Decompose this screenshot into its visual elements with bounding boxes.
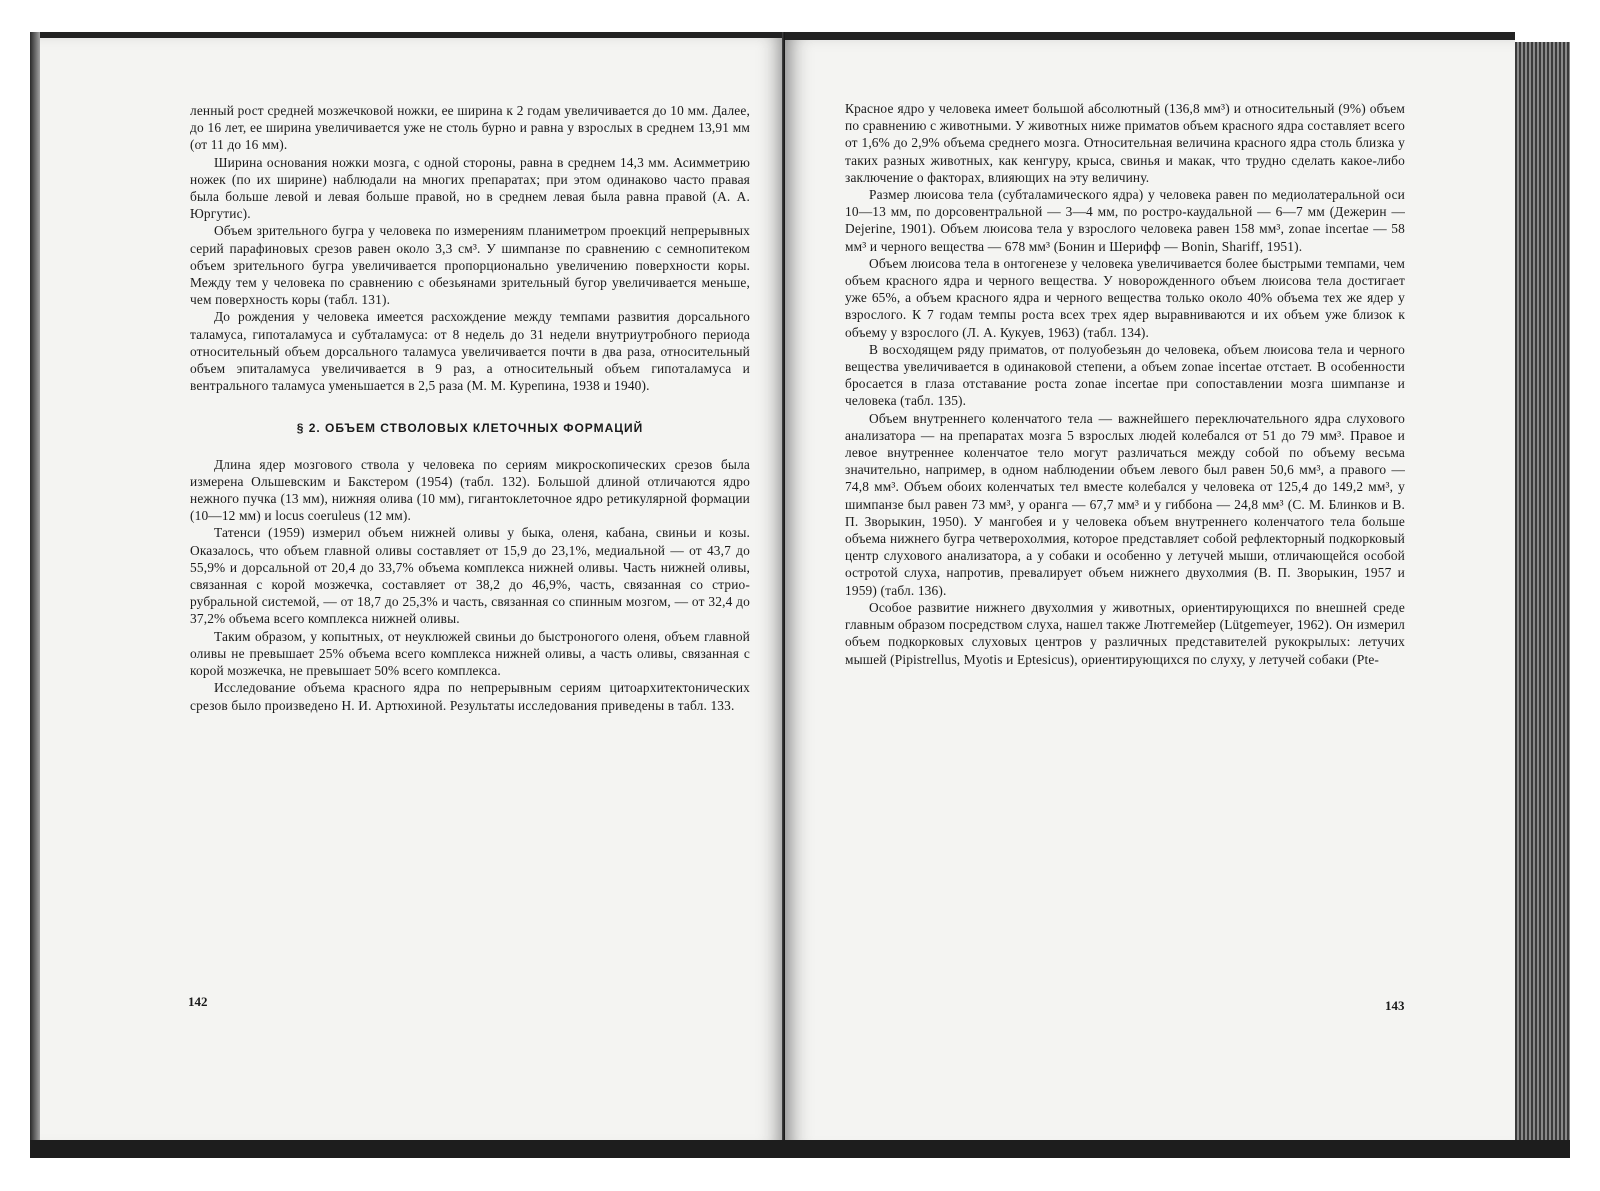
page-number: 142 <box>188 994 208 1009</box>
paragraph: В восходящем ряду приматов, от полуобезьян до человека, объем люисова тела и черного вещества увеличивается в одинаковой степени, а объем zonae incertae отстает. В особенности бросается в глаза отставание роста zonae incertae при сопоставлении мозга шимпанзе и человека (табл. 135). <box>845 341 1405 409</box>
paragraph: Исследование объема красного ядра по непрерывным сериям цитоархитектонических срезов было произведено Н. И. Артюхиной. Результаты исследования приведены в табл. 133. <box>190 680 750 713</box>
right-page-text <box>845 100 1405 668</box>
section-heading: § 2. ОБЪЕМ СТВОЛОВЫХ КЛЕТОЧНЫХ ФОРМАЦИЙ <box>296 421 644 436</box>
paragraph: ленный рост средней мозжечковой ножки, ее ширина к 2 годам увеличивается до 10 мм. Далее, до 16 лет, ее ширина увеличивается уже не столь бурно и равна у взрослых в среднем 13,91 мм (от 11 до 16 мм). <box>190 103 750 153</box>
right-page <box>785 32 1515 1148</box>
paragraph: Ширина основания ножки мозга, с одной стороны, равна в среднем 14,3 мм. Асимметрию ножек (по их ширине) наблюдали на многих препаратах; при этом одинаково часто правая была больше левой и левая больше правой, но в среднем левая была равна правой (А. А. Юргутис). <box>190 154 750 222</box>
paragraph: До рождения у человека имеется расхождение между темпами развития дорсального таламуса, гипоталамуса и субталамуса: от 8 недель до 31 недели внутриутробного периода относительный объем дорсального таламуса увеличивается почти в два раза, относительный объем эпиталамуса увеличивается в 9 раз, а относительный объем гипоталамуса и вентрального таламуса уменьшается в 2,5 раза (М. М. Курепина, 1938 и 1940). <box>190 309 750 394</box>
paragraph: Размер люисова тела (субталамического ядра) у человека равен по медиолатеральной оси 10—13 мм, по дорсовентральной — 3—4 мм, по ростро-каудальной — 6—7 мм (Дежерин — Dejerine, 1901). Объем люисова тела у взрослого человека равен 158 мм³, zonae incertae — 58 мм³ и черного вещества — 678 мм³ (Бонин и Шерифф — Bonin, Shariff, 1951). <box>845 187 1405 254</box>
open-book <box>30 32 1570 1140</box>
paragraph: Объем люисова тела в онтогенезе у человека увеличивается более быстрыми темпами, чем объем красного ядра и черного вещества. У новорожденного объем люисова тела достигает уже 65%, а объем красного ядра и черного вещества только около 40% объема тех же ядер у взрослого. К 7 годам темпы роста всех трех ядер выравниваются и их объем уже близок к объему у взрослого (Л. А. Кукуев, 1963) (табл. 134). <box>845 255 1405 340</box>
paragraph: Красное ядро у человека имеет большой абсолютный (136,8 мм³) и относительный (9%) объем по сравнению с животными. У животных ниже приматов объем красного ядра составляет всего от 1,6% до 2,9% объема среднего мозга. Относительная величина красного ядра столь близка у таких разных животных, как кенгуру, крыса, свинья и макак, что трудно сделать какое-либо заключение о факторах, влияющих на эту величину. <box>845 101 1405 185</box>
paragraph: Объем зрительного бугра у человека по измерениям планиметром проекций непрерывных серий парафиновых срезов равен около 3,3 см³. У шимпанзе по сравнению с семнопитеком объем зрительного бугра увеличивается пропорционально увеличению поверхности коры. Между тем у человека по сравнению с обезьянами зрительный бугор увеличивается меньше, чем поверхность коры (табл. 131). <box>190 223 750 308</box>
left-page <box>40 32 785 1146</box>
page-edges <box>1515 42 1570 1140</box>
paragraph: Таким образом, у копытных, от неуклюжей свиньи до быстроногого оленя, объем главной оливы не превышает 25% объема всего комплекса нижней оливы, а часть оливы, связанная с корой мозжечка, не превышает 50% всего комплекса. <box>190 628 750 679</box>
paragraph: Длина ядер мозгового ствола у человека по сериям микроскопических срезов была измерена Ольшевским и Бакстером (1954) (табл. 132). Большой длиной отличаются ядро нежного пучка (13 мм), нижняя олива (10 мм), гигантоклеточное ядро ретикулярной формации (10—12 мм) и locus coeruleus (12 мм). <box>190 456 750 524</box>
paragraph: Особое развитие нижнего двухолмия у животных, ориентирующихся по внешней среде главным образом посредством слуха, нашел также Лютгемейер (Lütgemeyer, 1962). Он измерил объем подкорковых слуховых центров у различных представителей рукокрылых: летучих мышей (Pipistrellus, Myotis и Eptesicus), ориентирующихся по слуху, у летучей собаки (Pte- <box>845 599 1405 667</box>
paragraph: Объем внутреннего коленчатого тела — важнейшего переключательного ядра слухового анализатора — на препаратах мозга 5 взрослых людей колебался от 51 до 79 мм³. Правое и левое внутреннее коленчатое тело могут различаться между собой по объему весьма значительно, например, в одном наблюдении объем левого был равен 50,6 мм³, а правого — 74,8 мм³. Объем обоих коленчатых тел вместе колебался у человека от 125,4 до 149,2 мм³, у шимпанзе был равен 73 мм³, у оранга — 67,7 мм³ и у гиббона — 24,8 мм³ (С. М. Блинков и В. П. Зворыкин, 1950). У мангобея и у человека объем внутреннего коленчатого тела больше объема нижнего бугра четверохолмия, которое представляет собой рефлекторный подкорковый центр слухового анализатора, а у собаки и особенно у летучей мыши, отличающейся особой остротой слуха, напротив, превалирует объем нижнего двухолмия (В. П. Зворыкин, 1957 и 1959) (табл. 136). <box>845 410 1405 598</box>
page-number: 143 <box>1385 998 1405 1013</box>
book-bottom-edge <box>30 1140 1570 1158</box>
left-page-text <box>190 102 750 714</box>
paragraph: Татенси (1959) измерил объем нижней оливы у быка, оленя, кабана, свиньи и козы. Оказалось, что объем главной оливы составляет от 15,9 до 23,1%, медиальной — от 43,7 до 55,9% и дорсальной от 20,4 до 33,7% объема комплекса нижней оливы. Часть нижней оливы, связанная с корой мозжечка, составляет от 38,2 до 46,9%, часть, связанная со стрио-рубральной системой, — от 18,7 до 25,3% и часть, связанная со спинным мозгом, — от 32,4 до 37,2% объема всего комплекса нижней оливы. <box>190 525 750 627</box>
